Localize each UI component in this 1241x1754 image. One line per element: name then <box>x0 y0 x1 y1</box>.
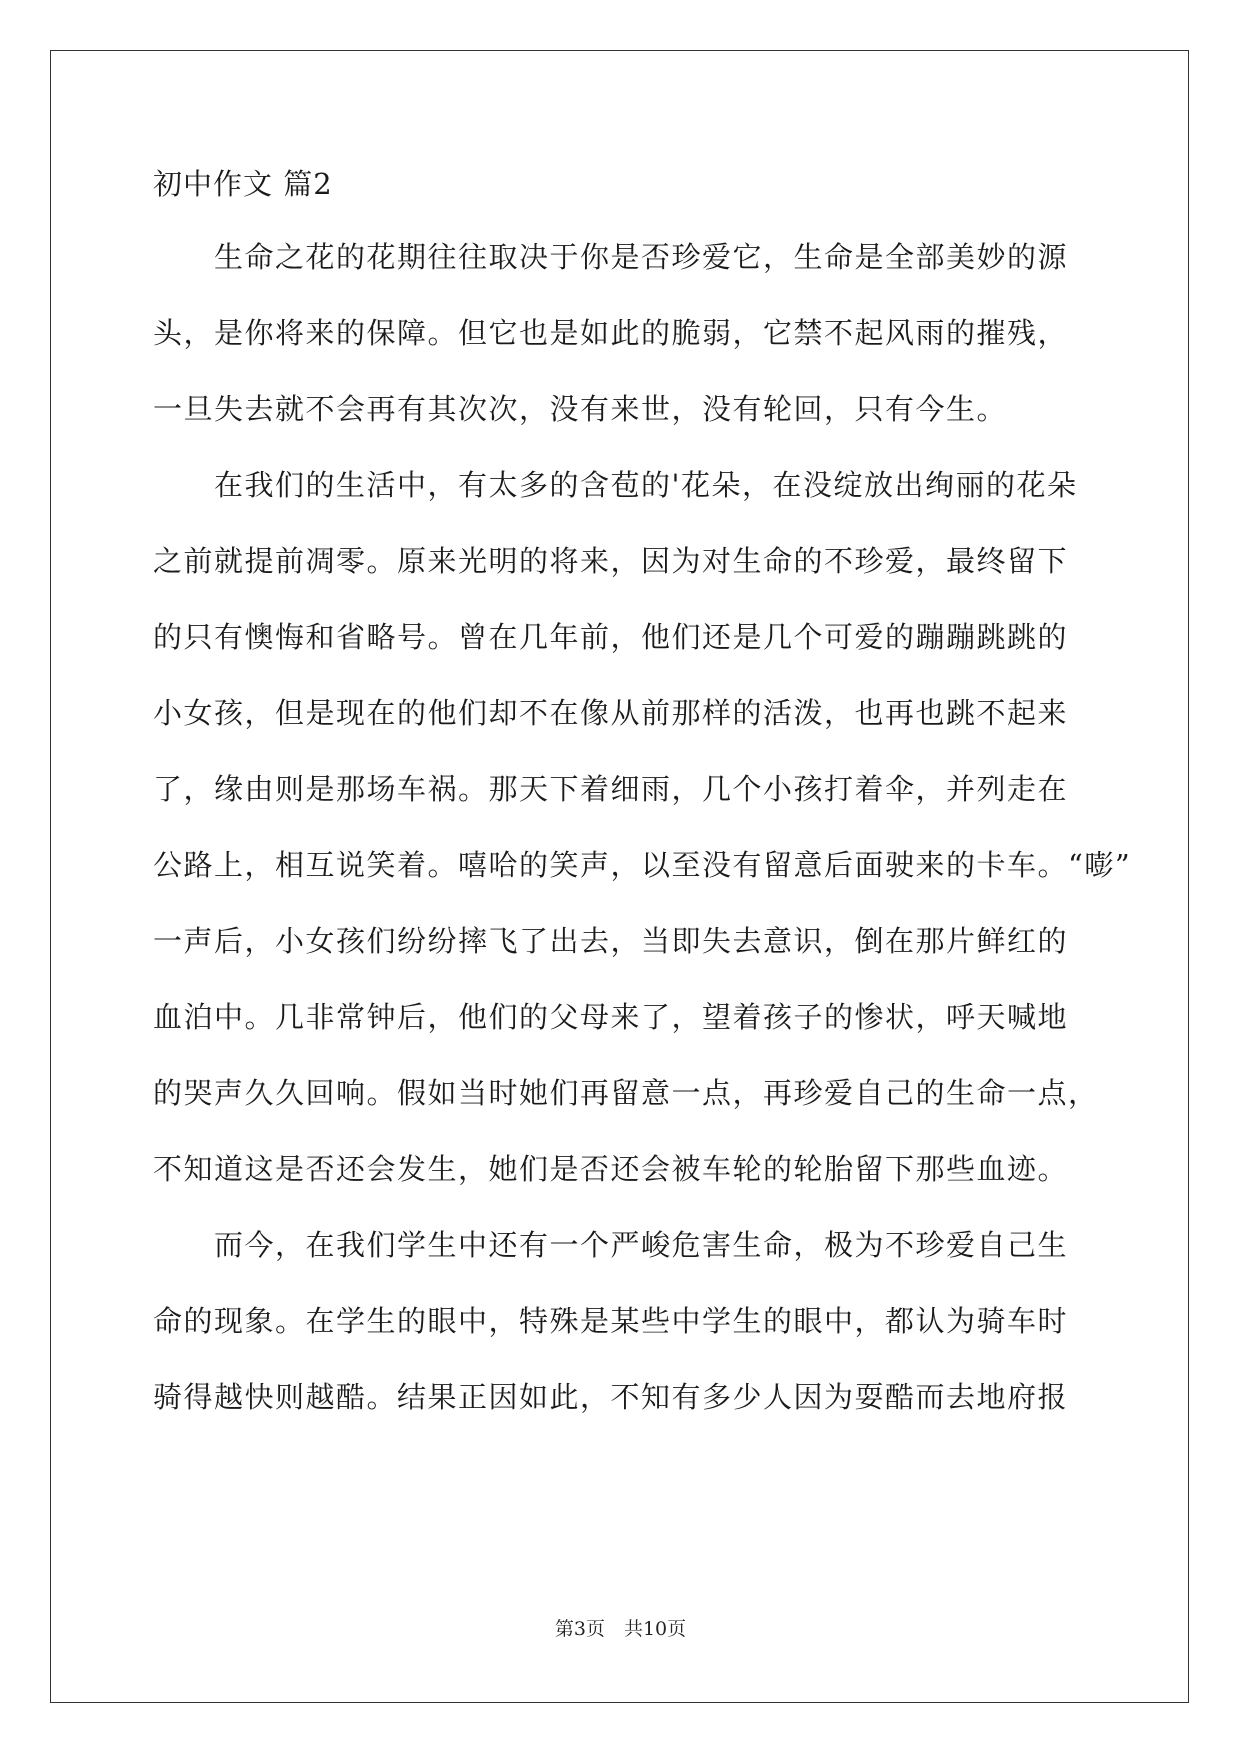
text-line: 在我们的生活中，有太多的含苞的'花朵，在没绽放出绚丽的花朵 <box>153 468 1078 502</box>
text-line: 之前就提前凋零。原来光明的将来，因为对生命的不珍爱，最终留下 <box>153 544 1069 578</box>
text-line: 头，是你将来的保障。但它也是如此的脆弱，它禁不起风雨的摧残， <box>153 316 1069 350</box>
text-line: 的哭声久久回响。假如当时她们再留意一点，再珍爱自己的生命一点， <box>153 1076 1099 1110</box>
text-line: 一旦失去就不会再有其次次，没有来世，没有轮回，只有今生。 <box>153 392 1008 426</box>
text-line: 公路上，相互说笑着。嘻哈的笑声，以至没有留意后面驶来的卡车。“嘭” <box>153 848 1132 882</box>
essay-heading: 初中作文 篇2 <box>153 167 333 201</box>
text-line: 一声后，小女孩们纷纷摔飞了出去，当即失去意识，倒在那片鲜红的 <box>153 924 1069 958</box>
text-line: 命的现象。在学生的眼中，特殊是某些中学生的眼中，都认为骑车时 <box>153 1304 1069 1338</box>
text-line: 骑得越快则越酷。结果正因如此，不知有多少人因为耍酷而去地府报 <box>153 1380 1069 1414</box>
text-line: 而今，在我们学生中还有一个严峻危害生命，极为不珍爱自己生 <box>153 1228 1069 1262</box>
text-line: 血泊中。几非常钟后，他们的父母来了，望着孩子的惨状，呼天喊地 <box>153 1000 1069 1034</box>
text-line: 了，缘由则是那场车祸。那天下着细雨，几个小孩打着伞，并列走在 <box>153 772 1069 806</box>
text-line: 生命之花的花期往往取决于你是否珍爱它，生命是全部美妙的源 <box>153 240 1069 274</box>
text-line: 不知道这是否还会发生，她们是否还会被车轮的轮胎留下那些血迹。 <box>153 1152 1069 1186</box>
text-line: 的只有懊悔和省略号。曾在几年前，他们还是几个可爱的蹦蹦跳跳的 <box>153 620 1069 654</box>
page-footer: 第3页 共10页 <box>554 1618 687 1640</box>
text-line: 小女孩，但是现在的他们却不在像从前那样的活泼，也再也跳不起来 <box>153 696 1069 730</box>
document-body <box>153 165 1132 1454</box>
